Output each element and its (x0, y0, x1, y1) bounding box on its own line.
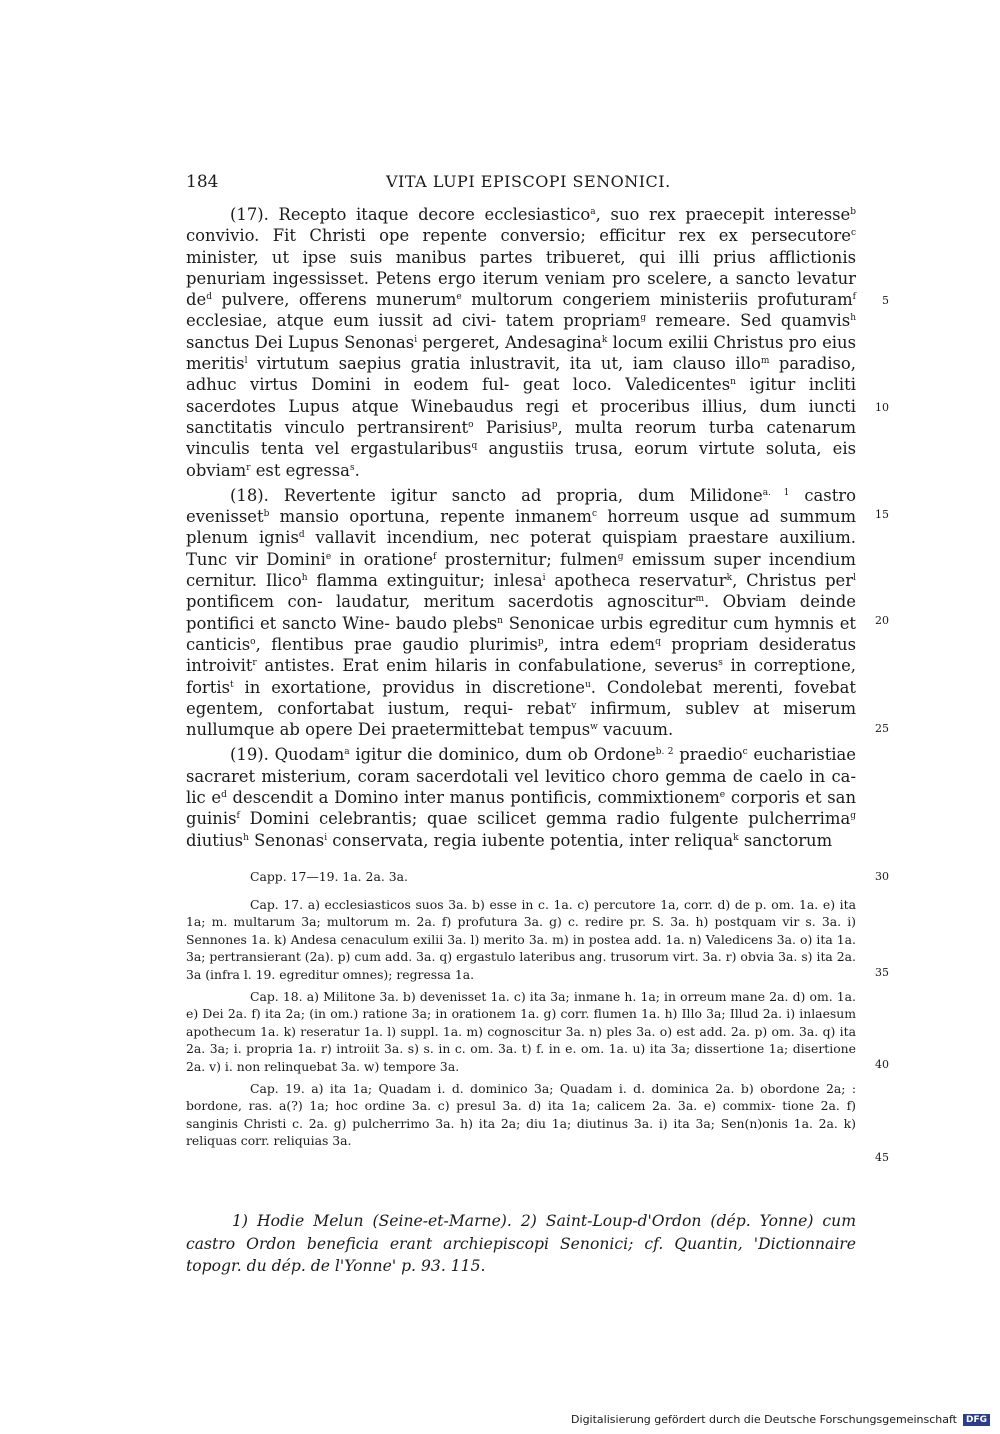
line-number: 20 (875, 614, 889, 627)
footnote-marker: n (730, 377, 736, 388)
footnote-marker: k (733, 832, 739, 843)
footnote-marker: q (655, 636, 661, 647)
footnote-marker: k (601, 334, 608, 345)
footnote-marker: r (246, 462, 251, 473)
footnote-marker: i (414, 334, 418, 345)
line-number: 40 (875, 1058, 889, 1071)
critical-apparatus (186, 868, 889, 1164)
footnote-marker: e (719, 790, 726, 801)
footnote-marker: i (324, 832, 328, 843)
footnotes (186, 1210, 856, 1278)
footnote-marker: b (850, 207, 857, 217)
footnote-marker: m (760, 356, 770, 367)
chapter-18: (18). Revertente igitur sancto ad propria, dum Milidone$^{a. 1}$ castro evenisset$^b$ mansio oportuna, repente inmanem$^c$ horreum usque ad summum plenum ignis$^d$ vallavit incendium, nec poterat quispiam praestare auxilium. Tunc vir Domini$^e$ in oratione$^f$ prosternitur; fulmen$^g$ emissum super incendium cernitur. Ilico$^h$ flamma extinguitur; inlesa$^i$ apotheca reservatur$^k$, Christus per$^l$ pontificem con- laudatur, meritum sacerdotis agnoscitur$^m$. Obviam deinde pontifici et sancto Wine- baudo plebs$^n$ Senonicae urbis egreditur cum hymnis et canticis$^o$, flentibus prae gaudio plurimis$^p$, intra edem$^q$ propriam desideratus introivit$^r$ antistes. Erat enim hilaris in confabulatione, severus$^s$ in correptione, fortis$^t$ in exortatione, providus in discretione$^u$. Condolebat merenti, fovebat egentem, confortabat iustum, requi- rebat$^v$ infirmum, sublev at miserum nullumque ab opere Dei praetermittebat tempus$^w$ vacuum. (186, 485, 857, 740)
footnote-marker: d (298, 530, 305, 541)
footnote-marker: o (250, 636, 256, 647)
footnote-marker: u (584, 679, 591, 690)
footnote-marker: g (640, 313, 647, 324)
footnote-marker: t (230, 679, 234, 690)
main-text (186, 204, 889, 855)
footnote-marker: a (344, 747, 350, 758)
line-number: 45 (875, 1151, 889, 1164)
footnote-marker: h (301, 573, 308, 584)
line-number: 15 (875, 508, 889, 521)
apparatus-capp: Capp. 17—19. 1a. 2a. 3a. (250, 869, 408, 884)
chapter-19: (19). Quodam$^a$ igitur die dominico, dum ob Ordone$^{b. 2}$ praedio$^c$ eucharistiae sacraret misterium, coram sacerdotali vel levitico choro gemma de caelo in ca- lic $e^d$ descendit a Domino inter manus pontificis, commixtionem$^e$ corporis et san guinis$^f$ Domini celebrantis; quae scilicet gemma radio fulgente pulcherrima$^g$ diutius$^h$ Senonas$^i$ conservata, regia iubente potentia, inter reliqua$^k$ sanctorum (186, 745, 857, 850)
line-number: 30 (875, 870, 889, 883)
footer-text: Digitalisierung gefördert durch die Deutsche Forschungsgemeinschaft (571, 1413, 957, 1426)
line-number: 25 (875, 722, 889, 735)
footnote-marker: f (852, 292, 856, 303)
footnote-marker: s (718, 658, 723, 669)
line-number: 5 (882, 294, 889, 307)
footnote-marker: v (571, 700, 577, 711)
footnote-marker: a (590, 207, 596, 217)
footnote-marker: r (252, 658, 257, 669)
footnote-marker: e (456, 292, 462, 303)
footnote-marker: q (471, 441, 478, 452)
footnote-marker: a. 1 (762, 487, 790, 498)
footnote-marker: o (468, 419, 474, 430)
footnote-marker: p (551, 419, 558, 430)
footnote-marker: d (206, 292, 212, 303)
footnote-marker: h (850, 313, 857, 324)
footnote-marker: c (591, 509, 597, 520)
footnote-marker: i (542, 573, 546, 584)
footnote-marker: e (325, 551, 332, 562)
line-number: 35 (875, 966, 889, 979)
footnote-marker: f (236, 811, 240, 822)
footnote-marker: l (853, 573, 856, 584)
footnote-marker: p (537, 636, 544, 647)
footnote-marker: b (263, 509, 270, 520)
footnote-marker: d (221, 790, 227, 801)
footnote-marker: k (726, 573, 733, 584)
footnote-text: 1) Hodie Melun (Seine-et-Marne). 2) Saint-Loup-d'Ordon (dép. Yonne) cum castro Ordon beneficia erant archiepiscopi Senonici; cf. Quantin, 'Dictionnaire topogr. du dép. de l'Yonne' p. 93. 115. (186, 1212, 856, 1275)
apparatus-cap-17: Cap. 17. a) ecclesiasticos suos 3a. b) esse in c. 1a. c) percutore 1a, corr. d) de p. om. 1a. e) ita 1a; m. multarum 3a; multorum m. 2a. f) profutura 3a. g) c. redire pr. S. 3a. h) postquam vir s. 3a. i) Sennones 1a. k) Andesa cenaculum exilii 3a. l) merito 3a. m) in postea add. 1a. n) Valedicens 3a. o) ita 1a. 3a; pertransierant (2a). p) cum add. 3a. q) ergastulo lateribus ang. trusorum virt. 3a. r) obvia 3a. s) ita 2a. 3a (infra l. 19. egreditur omnes); regressa 1a. (186, 896, 856, 982)
footnote-marker: l (244, 356, 248, 367)
dfg-logo: DFG (963, 1414, 990, 1426)
footnote-marker: m (695, 594, 705, 605)
footnote-marker: b. 2 (655, 747, 674, 758)
footnote-marker: n (497, 615, 503, 626)
running-title: VITA LUPI EPISCOPI SENONICI. (386, 172, 671, 191)
footnote-marker: c (850, 228, 856, 239)
footnote-marker: h (243, 832, 249, 843)
line-number: 10 (875, 401, 889, 414)
page-number: 184 (186, 172, 219, 192)
footnote-marker: s (349, 462, 355, 473)
footnote-marker: c (742, 747, 748, 758)
chapter-17: (17). Recepto itaque decore ecclesiastico$^a$, suo rex praecepit interesse$^b$ convivio. Fit Christi ope repente conversio; efficitur rex ex persecutore$^c$ minister, ut ipse suis manibus partes tribueret, qui illi prius afflictionis penuriam ingessisset. Petens ergo iterum veniam pro scelere, a sancto levatur $de^d$ pulvere, offerens munerum$^e$ multorum congeriem ministeriis profuturam$^f$ ecclesiae, atque eum iussit ad civi- tatem propriam$^g$ remeare. Sed quamvis$^h$ sanctus Dei Lupus Senonas$^i$ pergeret, Andesagina$^k$ locum exilii Christus pro eius meritis$^l$ virtutum saepius gratia inlustravit, ita ut, iam clauso illo$^m$ paradiso, adhuc virtus Domini in eodem ful- geat loco. Valedicentes$^n$ igitur incliti sacerdotes Lupus atque Winebaudus regi et proceribus illius, dum iuncti sanctitatis vinculo pertransirent$^o$ Parisius$^p$, multa reorum turba catenarum vinculis tenta vel ergastularibus$^q$ angustiis trusa, eorum virtute soluta, eis obviam$^r$ est egressa$^s$. (186, 205, 857, 480)
digitization-credit (571, 1413, 990, 1426)
footnote-marker: g (850, 811, 856, 822)
footnote-marker: g (617, 551, 624, 562)
apparatus-cap-18: Cap. 18. a) Militone 3a. b) devenisset 1a. c) ita 3a; inmane h. 1a; in orreum mane 2a. d) om. 1a. e) Dei 2a. f) ita 2a; (in om.) ratione 3a; in orationem 1a. g) corr. flumen 1a. h) Illo 3a; Illud 2a. i) inlaesum apothecum 1a. k) reseratur 1a. l) suppl. 1a. m) cognoscitur 3a. n) ples 3a. o) est add. 2a. p) om. 3a. q) ita 2a. 3a; i. propria 1a. r) introiit 3a. s) s. in c. om. 3a. t) f. in e. om. 1a. u) ita 3a; dissertione 1a; disertione 2a. v) i. non relinquebat 3a. w) tempore 3a. (186, 988, 856, 1074)
footnote-marker: w (590, 722, 598, 733)
footnote-marker: f (433, 551, 437, 562)
apparatus-cap-19: Cap. 19. a) ita 1a; Quadam i. d. dominico 3a; Quadam i. d. dominica 2a. b) obordone 2a; : bordone, ras. a(?) 1a; hoc ordine 3a. c) presul 3a. d) ita 1a; calicem 2a. 3a. e) commix- tione 2a. f) sanginis Christi c. 2a. g) pulcherrimo 3a. h) ita 2a; diu 1a; diutinus 3a. i) ita 3a; Sen(n)onis 1a. 2a. k) reliquas corr. reliquias 3a. (186, 1080, 856, 1149)
